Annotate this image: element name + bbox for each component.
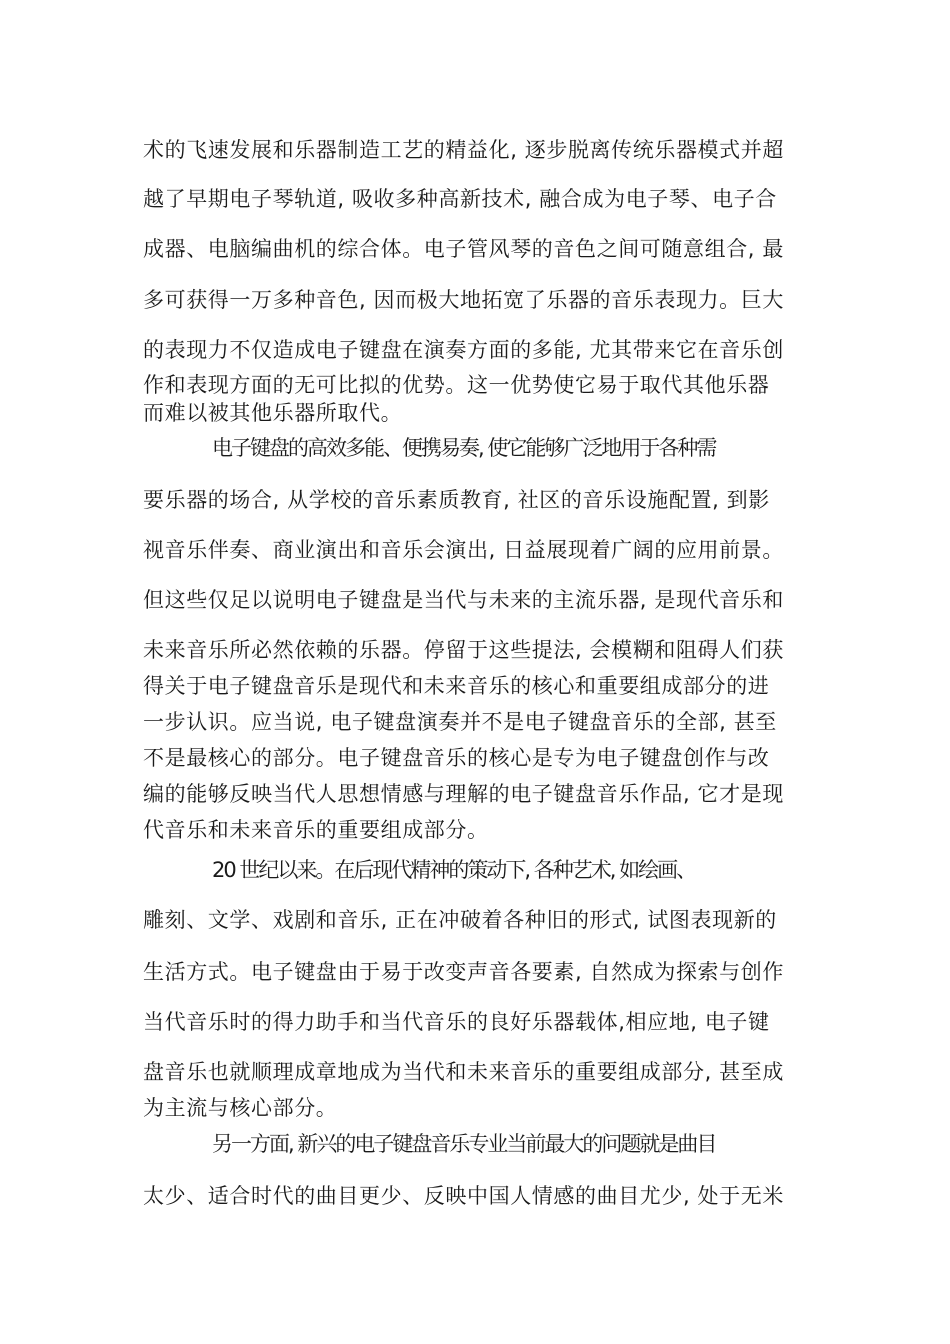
text-line: 太少、适合时代的曲目更少、反映中国人情感的曲目尤少, 处于无米 xyxy=(143,1184,784,1208)
text-line: 未来音乐所必然依赖的乐器。停留于这些提法, 会模糊和阻碍人们获 xyxy=(143,638,784,662)
text-line: 得关于电子键盘音乐是现代和未来音乐的核心和重要组成部分的进 xyxy=(143,674,770,698)
text-line: 为主流与核心部分。 xyxy=(143,1096,338,1120)
text-line: 越了早期电子琴轨道, 吸收多种高新技术, 融合成为电子琴、电子合 xyxy=(143,187,777,211)
text-line: 而难以被其他乐器所取代。 xyxy=(143,401,403,425)
text-line: 的表现力不仅造成电子键盘在演奏方面的多能, 尤其带来它在音乐创 xyxy=(143,338,784,362)
text-line: 作和表现方面的无可比拟的优势。这一优势使它易于取代其他乐器 xyxy=(143,373,770,397)
text-line: 一步认识。应当说, 电子键盘演奏并不是电子键盘音乐的全部, 甚至 xyxy=(143,710,777,734)
text-line: 要乐器的场合, 从学校的音乐素质教育, 社区的音乐设施配置, 到影 xyxy=(143,488,770,512)
text-line: 视音乐伴奏、商业演出和音乐会演出, 日益展现着广阔的应用前景。 xyxy=(143,538,784,562)
text-line: 生活方式。电子键盘由于易于改变声音各要素, 自然成为探索与创作 xyxy=(143,960,784,984)
paragraph-first-line: 电子键盘的高效多能、便携易奏, 使它能够广泛地用于各种需 xyxy=(212,436,716,460)
paragraph-first-line: 另一方面, 新兴的电子键盘音乐专业当前最大的问题就是曲目 xyxy=(212,1132,716,1156)
text-line: 但这些仅足以说明电子键盘是当代与未来的主流乐器, 是现代音乐和 xyxy=(143,588,784,612)
text-line: 编的能够反映当代人思想情感与理解的电子键盘音乐作品, 它才是现 xyxy=(143,782,784,806)
text-line: 当代音乐时的得力助手和当代音乐的良好乐器载体,相应地, 电子键 xyxy=(143,1010,770,1034)
text-line: 成器、电脑编曲机的综合体。电子管风琴的音色之间可随意组合, 最 xyxy=(143,237,784,261)
text-line: 不是最核心的部分。电子键盘音乐的核心是专为电子键盘创作与改 xyxy=(143,746,770,770)
text-line: 盘音乐也就顺理成章地成为当代和未来音乐的重要组成部分, 甚至成 xyxy=(143,1060,784,1084)
text-line: 多可获得一万多种音色, 因而极大地拓宽了乐器的音乐表现力。巨大 xyxy=(143,288,784,312)
text-line: 术的飞速发展和乐器制造工艺的精益化, 逐步脱离传统乐器模式并超 xyxy=(143,138,784,162)
text-line: 代音乐和未来音乐的重要组成部分。 xyxy=(143,818,489,842)
paragraph-first-line: 20 世纪以来。在后现代精神的策动下, 各种艺术, 如绘画、 xyxy=(212,858,696,882)
text-line: 雕刻、文学、戏剧和音乐, 正在冲破着各种旧的形式, 试图表现新的 xyxy=(143,908,777,932)
